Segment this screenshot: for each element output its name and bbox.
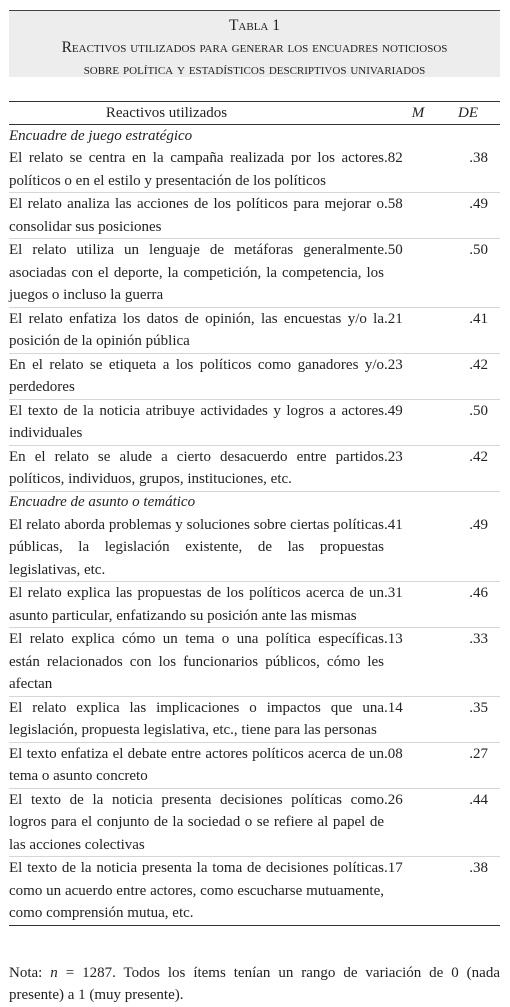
row-de-value: .49: [469, 196, 488, 212]
row-item: En el relato se alude a cierto desacuerdo entre partidos políticos, individuos, grupos, instituciones, etc.: [9, 448, 384, 487]
row-de-value: .49: [469, 516, 488, 533]
table-row: [9, 857, 500, 926]
row-de-value: .50: [469, 242, 488, 258]
header-m: M: [411, 104, 425, 121]
row-m-value: .23: [384, 448, 403, 465]
row-m-value: .26: [384, 791, 403, 808]
table-row: [9, 400, 500, 446]
table-row: [9, 743, 500, 789]
row-item: El texto enfatiza el debate entre actores políticos acerca de un tema o asunto concreto: [9, 745, 384, 784]
row-m-value: .49: [384, 402, 403, 419]
row-m-value: .50: [384, 242, 403, 258]
header-item: Reactivos utilizados: [105, 104, 228, 121]
row-m-value: .31: [384, 585, 403, 601]
row-m-value: .14: [384, 699, 403, 716]
row-item: El texto de la noticia presenta decisiones políticas como logros para el conjunto de la sociedad o se refiere al papel de las acciones colectivas: [9, 791, 384, 853]
row-m-value: .41: [384, 516, 403, 533]
row-item: El relato se centra en la campaña realizada por los actores políticos o en el estilo y presentación de los políticos: [9, 150, 384, 189]
row-item: El relato explica las propuestas de los políticos acerca de un asunto particular, enfatizando su posición ante las mismas: [9, 585, 384, 624]
table-row: [9, 628, 500, 697]
row-item: El relato explica las implicaciones o impactos que una legislación, propuesta legislativa, etc., tiene para las personas: [9, 699, 384, 738]
note-label: Nota:: [9, 965, 43, 981]
row-de-value: .33: [469, 631, 488, 647]
table-body: [9, 125, 500, 926]
row-item: El relato aborda problemas y soluciones sobre ciertas políticas públicas, la legislación existente, de las propuestas legislativas, etc.: [9, 516, 384, 578]
note-text: = 1287. Todos los ítems tenían un rango de variación de 0 (nada presente) a 1 (muy presente).: [9, 965, 500, 1003]
table-row: [9, 193, 500, 239]
row-de-value: .27: [469, 745, 488, 762]
row-de-value: .46: [469, 585, 488, 601]
row-m-value: .21: [384, 310, 403, 327]
row-de-value: .38: [469, 860, 488, 876]
row-de-value: .42: [469, 448, 488, 465]
row-de-value: .38: [469, 150, 488, 166]
section-header: [9, 125, 500, 147]
section-title: Encuadre de juego estratégico: [9, 127, 193, 144]
table-row: [9, 789, 500, 858]
table-caption: [9, 10, 500, 77]
row-de-value: .50: [469, 402, 488, 419]
table-row: [9, 446, 500, 492]
table-header: [9, 102, 500, 125]
table-row: [9, 582, 500, 628]
row-de-value: .44: [469, 791, 488, 808]
row-item: El relato enfatiza los datos de opinión, las encuestas y/o la posición de la opinión pública: [9, 310, 384, 349]
table-note: [9, 962, 500, 1006]
row-item: El texto de la noticia presenta la toma de decisiones políticas como un acuerdo entre actores, como escucharse mutuamente, como comprensión mutua, etc.: [9, 860, 384, 921]
row-de-value: .42: [469, 356, 488, 373]
table-row: [9, 514, 500, 583]
table-row: [9, 697, 500, 743]
row-m-value: .17: [384, 860, 403, 876]
section-title: Encuadre de asunto o temático: [9, 494, 196, 511]
caption-line-2: sobre política y estadísticos descriptivos univariados: [83, 61, 426, 78]
data-table: [9, 101, 500, 926]
row-m-value: .13: [384, 631, 403, 647]
row-m-value: .82: [384, 150, 403, 166]
note-n-symbol: n: [50, 965, 58, 981]
row-m-value: .58: [384, 196, 403, 212]
row-m-value: .23: [384, 356, 403, 373]
section-header: [9, 492, 500, 514]
table-row: [9, 147, 500, 193]
table-row: [9, 354, 500, 400]
table-row: [9, 308, 500, 354]
row-item: El texto de la noticia atribuye actividades y logros a actores individuales: [9, 402, 384, 441]
row-de-value: .41: [469, 310, 488, 327]
table-title: Tabla 1: [228, 17, 281, 34]
row-m-value: .08: [384, 745, 403, 762]
header-de: DE: [458, 104, 478, 121]
row-item: El relato utiliza un lenguaje de metáforas generalmente asociadas con el deporte, la competición, la competencia, los juegos o incluso la guerra: [9, 242, 384, 303]
row-item: El relato explica cómo un tema o una política específicas están relacionados con los funcionarios públicos, cómo les afectan: [9, 631, 384, 692]
row-item: El relato analiza las acciones de los políticos para mejorar o consolidar sus posiciones: [9, 196, 384, 235]
table-row: [9, 239, 500, 308]
row-item: En el relato se etiqueta a los políticos como ganadores y/o perdedores: [9, 356, 384, 395]
caption-line-1: Reactivos utilizados para generar los encuadres noticiosos: [61, 39, 448, 56]
row-de-value: .35: [469, 699, 488, 716]
